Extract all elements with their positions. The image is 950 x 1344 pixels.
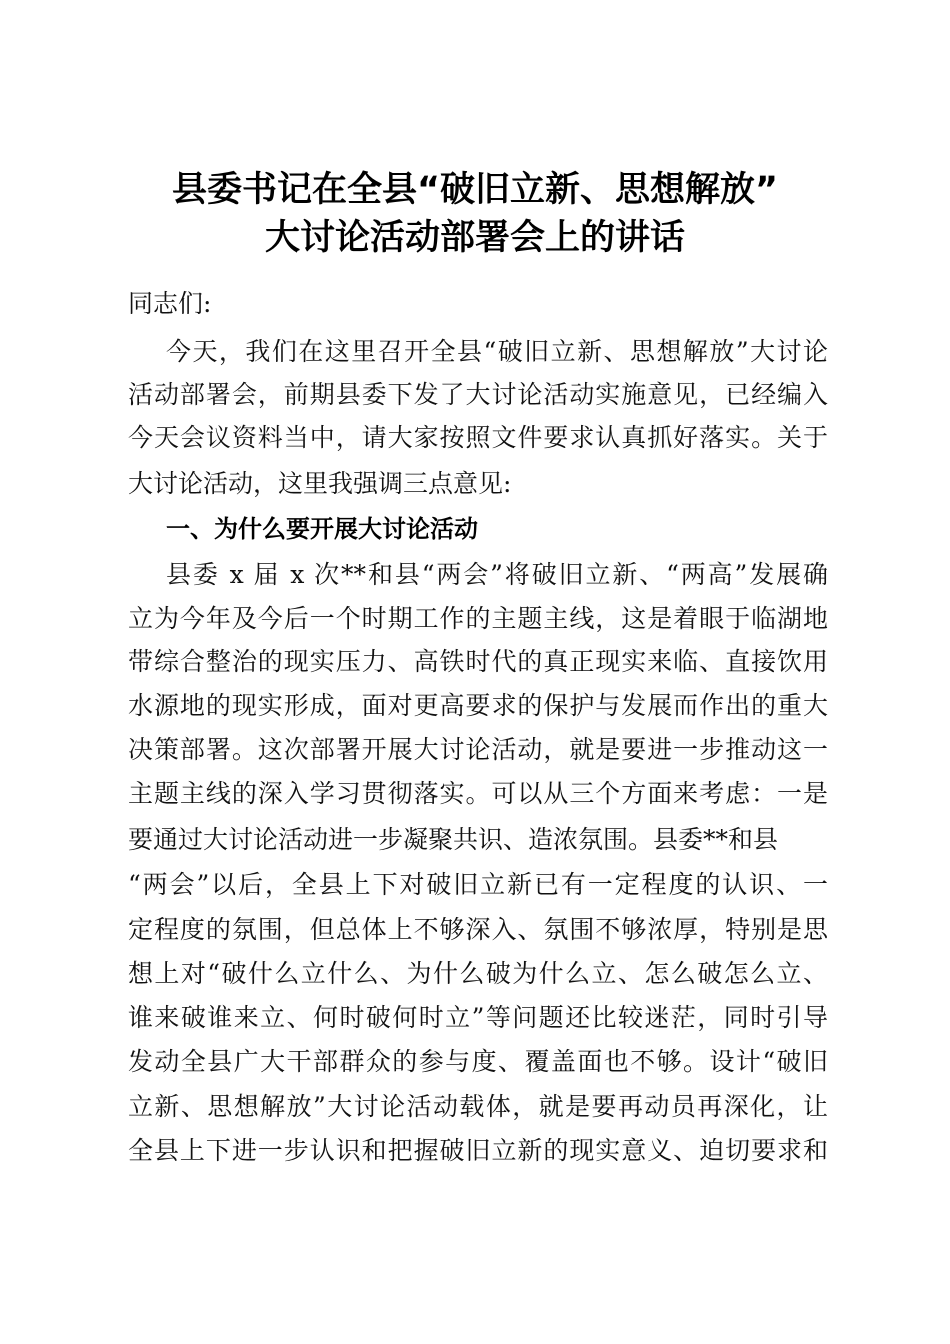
paragraph-line: 水源地的现实形成，面对更高要求的保护与发展而作出的重大 [128, 691, 828, 720]
paragraph-line: 定程度的氛围，但总体上不够深入、氛围不够浓厚，特别是思 [128, 915, 828, 944]
paragraph-line: 立为今年及今后一个时期工作的主题主线，这是着眼于临湖地 [128, 604, 828, 633]
paragraph-line: 县委 x 届 x 次**和县“两会”将破旧立新、“两高”发展确 [166, 560, 828, 589]
paragraph-line: 大讨论活动，这里我强调三点意见: [128, 469, 512, 498]
paragraph-line: 今天，我们在这里召开全县“破旧立新、思想解放”大讨论 [166, 337, 828, 366]
paragraph-line: “两会”以后，全县上下对破旧立新已有一定程度的认识、一 [128, 870, 828, 899]
paragraph-line: 立新、思想解放”大讨论活动载体，就是要再动员再深化，让 [128, 1092, 828, 1121]
section-heading: 一、为什么要开展大讨论活动 [166, 515, 478, 543]
paragraph-line: 带综合整治的现实压力、高铁时代的真正现实来临、直接饮用 [128, 647, 828, 676]
paragraph-line: 今天会议资料当中，请大家按照文件要求认真抓好落实。关于 [128, 423, 828, 452]
paragraph-line: 活动部署会，前期县委下发了大讨论活动实施意见，已经编入 [128, 380, 828, 409]
paragraph-line: 谁来破谁来立、何时破何时立”等问题还比较迷茫，同时引导 [128, 1003, 828, 1032]
document-title-line-2: 大讨论活动部署会上的讲话 [264, 218, 685, 258]
paragraph-line: 要通过大讨论活动进一步凝聚共识、造浓氛围。县委**和县 [128, 825, 779, 854]
paragraph-line: 想上对“破什么立什么、为什么破为什么立、怎么破怎么立、 [128, 959, 828, 988]
document-title-line-1: 县委书记在全县“破旧立新、思想解放” [171, 170, 778, 210]
paragraph-line: 主题主线的深入学习贯彻落实。可以从三个方面来考虑：一是 [128, 779, 828, 808]
paragraph-line: 决策部署。这次部署开展大讨论活动，就是要进一步推动这一 [128, 735, 828, 764]
paragraph-line: 发动全县广大干部群众的参与度、覆盖面也不够。设计“破旧 [128, 1047, 828, 1076]
paragraph-line: 全县上下进一步认识和把握破旧立新的现实意义、迫切要求和 [128, 1136, 828, 1165]
salutation: 同志们: [128, 289, 212, 318]
